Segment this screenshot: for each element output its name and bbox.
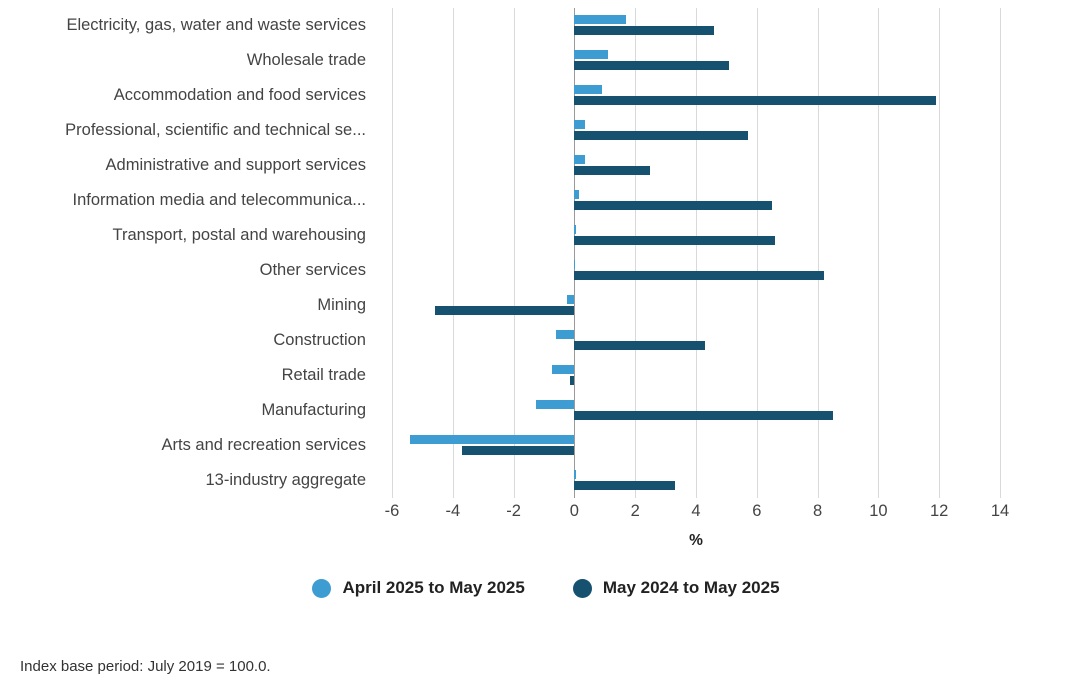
x-axis-title: % [689, 532, 703, 549]
bar-annual [574, 201, 772, 210]
bar-annual [574, 236, 775, 245]
bar-annual [574, 411, 832, 420]
bar-annual [574, 481, 674, 490]
bar-recent [574, 50, 607, 59]
x-tick-label: -2 [506, 502, 521, 520]
bar-annual [574, 166, 650, 175]
x-tick-label: 6 [752, 502, 762, 520]
legend-swatch-annual [573, 579, 592, 598]
x-tick-label: 10 [869, 502, 888, 520]
x-axis-ticks [384, 498, 1010, 528]
bar-recent [574, 225, 576, 234]
bar-recent [574, 85, 601, 94]
bar-row [392, 288, 1000, 323]
bar-row [392, 428, 1000, 463]
x-tick-label: 14 [990, 502, 1010, 520]
x-tick-label: -6 [384, 502, 400, 520]
bar-row [392, 43, 1000, 78]
category-label: Transport, postal and warehousing [112, 226, 366, 244]
legend-swatch-recent [312, 579, 331, 598]
legend-item-recent[interactable] [312, 578, 524, 598]
category-label: 13-industry aggregate [205, 471, 366, 489]
category-label: Electricity, gas, water and waste services [66, 16, 366, 34]
bar-row [392, 148, 1000, 183]
bar-recent [536, 400, 574, 409]
bar-row [392, 358, 1000, 393]
bar-recent [552, 365, 575, 374]
bar-recent [410, 435, 574, 444]
x-tick-label: 4 [691, 502, 701, 520]
bar-row [392, 183, 1000, 218]
bar-recent [574, 15, 626, 24]
bar-row [392, 463, 1000, 498]
bar-row [392, 218, 1000, 253]
category-label: Professional, scientific and technical se... [65, 121, 366, 139]
bar-annual [462, 446, 574, 455]
bar-row [392, 253, 1000, 288]
bar-recent [567, 295, 575, 304]
category-axis-labels [0, 8, 380, 498]
category-label: Mining [317, 296, 366, 314]
legend-item-annual[interactable] [573, 578, 780, 598]
bar-row [392, 323, 1000, 358]
x-tick-label: 0 [569, 502, 579, 520]
bar-recent [574, 155, 585, 164]
bar-annual [574, 131, 747, 140]
legend-label-recent: April 2025 to May 2025 [342, 578, 525, 597]
category-label: Administrative and support services [105, 156, 366, 174]
category-label: Accommodation and food services [113, 86, 366, 104]
bar-annual [574, 26, 714, 35]
bar-annual [435, 306, 575, 315]
bar-recent [556, 330, 574, 339]
bar-row [392, 78, 1000, 113]
category-label: Manufacturing [261, 401, 366, 419]
x-tick-label: 2 [630, 502, 640, 520]
plot-area [392, 8, 1000, 498]
x-tick-label: -4 [445, 502, 461, 520]
category-label: Other services [259, 261, 366, 279]
chart-legend [0, 578, 1092, 598]
bar-annual [574, 61, 729, 70]
category-label: Construction [273, 331, 366, 349]
bar-row [392, 113, 1000, 148]
bar-annual [574, 271, 823, 280]
bar-row [392, 8, 1000, 43]
x-tick-label: 12 [930, 502, 949, 520]
gridline [1000, 8, 1001, 498]
bar-row [392, 393, 1000, 428]
category-label: Wholesale trade [246, 51, 366, 69]
category-label: Arts and recreation services [161, 436, 366, 454]
bar-recent [574, 470, 576, 479]
bar-annual [574, 341, 705, 350]
legend-label-annual: May 2024 to May 2025 [602, 578, 780, 597]
x-tick-label: 8 [813, 502, 823, 520]
bar-annual [574, 96, 936, 105]
bar-recent [574, 260, 575, 269]
footnote: Index base period: July 2019 = 100.0. [20, 658, 271, 675]
bar-recent [574, 190, 579, 199]
category-label: Retail trade [281, 366, 366, 384]
category-label: Information media and telecommunica... [72, 191, 366, 209]
bar-recent [574, 120, 585, 129]
bar-annual [570, 376, 575, 385]
